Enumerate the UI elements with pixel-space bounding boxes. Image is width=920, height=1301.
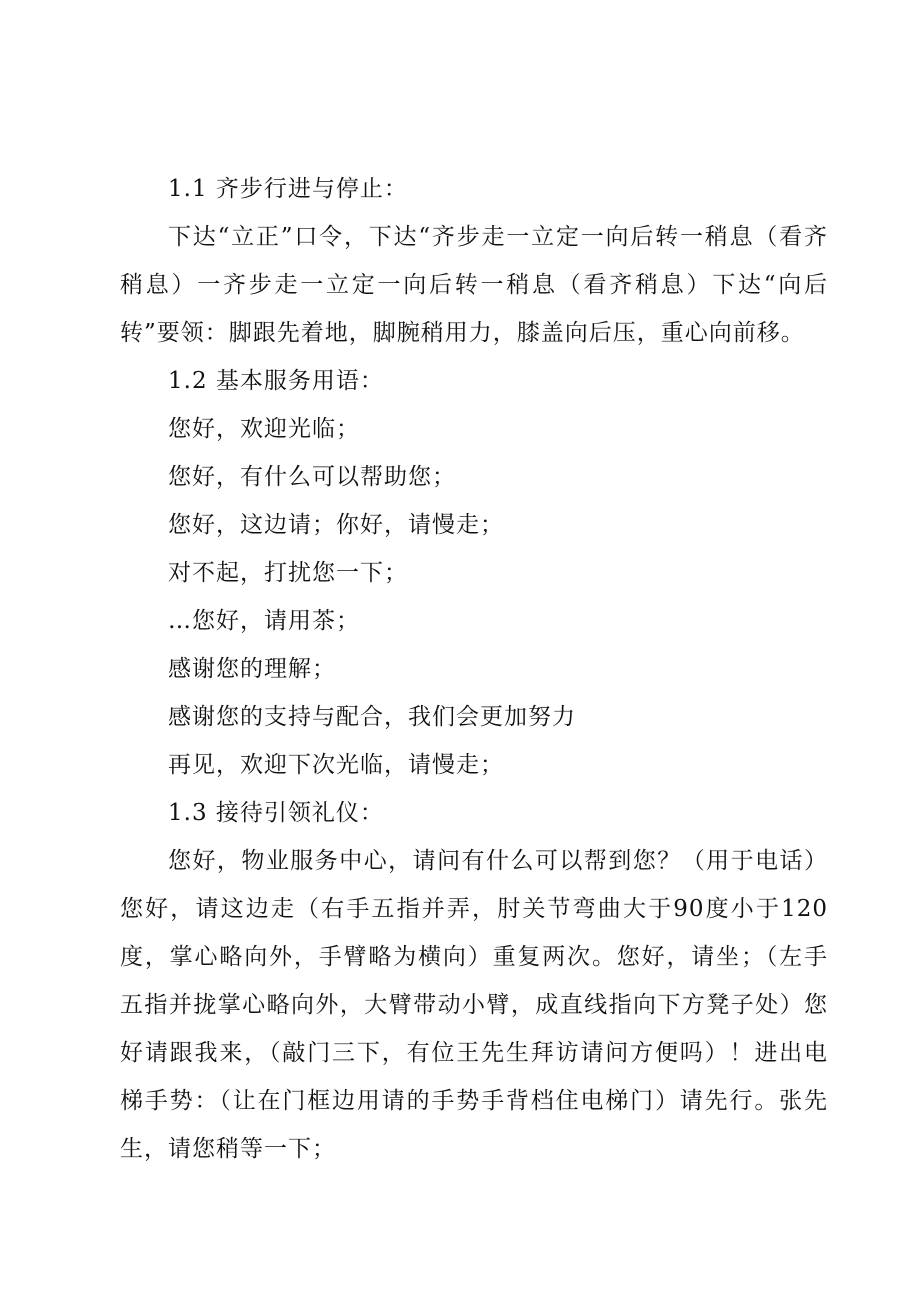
phrase-help: 您好，有什么可以帮助您； [168, 464, 456, 490]
phrase-goodbye: 再见，欢迎下次光临，请慢走； [168, 752, 504, 778]
phrase-tea: …您好，请用茶； [168, 608, 360, 634]
phrase-welcome: 您好，欢迎光临； [168, 416, 360, 442]
paragraph-march-commands: 下达“立正”口令，下达“齐步走一立定一向后转一稍息（看齐稍息）一齐步走一立定一向后转一稍息（看齐稍息）下达“向后转”要领：脚跟先着地，脚腕稍用力，膝盖向后压，重心向前移。 [120, 224, 828, 346]
phrase-support: 感谢您的支持与配合，我们会更加努力 [168, 704, 576, 730]
phrase-this-way: 您好，这边请；你好，请慢走； [168, 512, 504, 538]
paragraph-reception-etiquette: 您好，物业服务中心，请问有什么可以帮到您？（用于电话）您好，请这边走（右手五指并弄，肘关节弯曲大于90度小于120度，掌心略向外，手臂略为横向）重复两次。您好，请坐；（左手五指并拢掌心略向外，大臂带动小臂，成直线指向下方凳子处）您好请跟我来，（敲门三下，有位王先生拜访请问方便吗）！进出电梯手势：（让在门框边用请的手势手背档住电梯门）请先行。张先生，请您稍等一下； [120, 848, 828, 1162]
heading-1-1: 1.1 齐步行进与停止： [168, 176, 408, 202]
document-page [120, 165, 828, 1173]
heading-1-2: 1.2 基本服务用语： [168, 368, 384, 394]
phrase-understanding: 感谢您的理解； [168, 656, 336, 682]
heading-1-3: 1.3 接待引领礼仪： [168, 800, 384, 826]
phrase-excuse-me: 对不起，打扰您一下； [168, 560, 408, 586]
